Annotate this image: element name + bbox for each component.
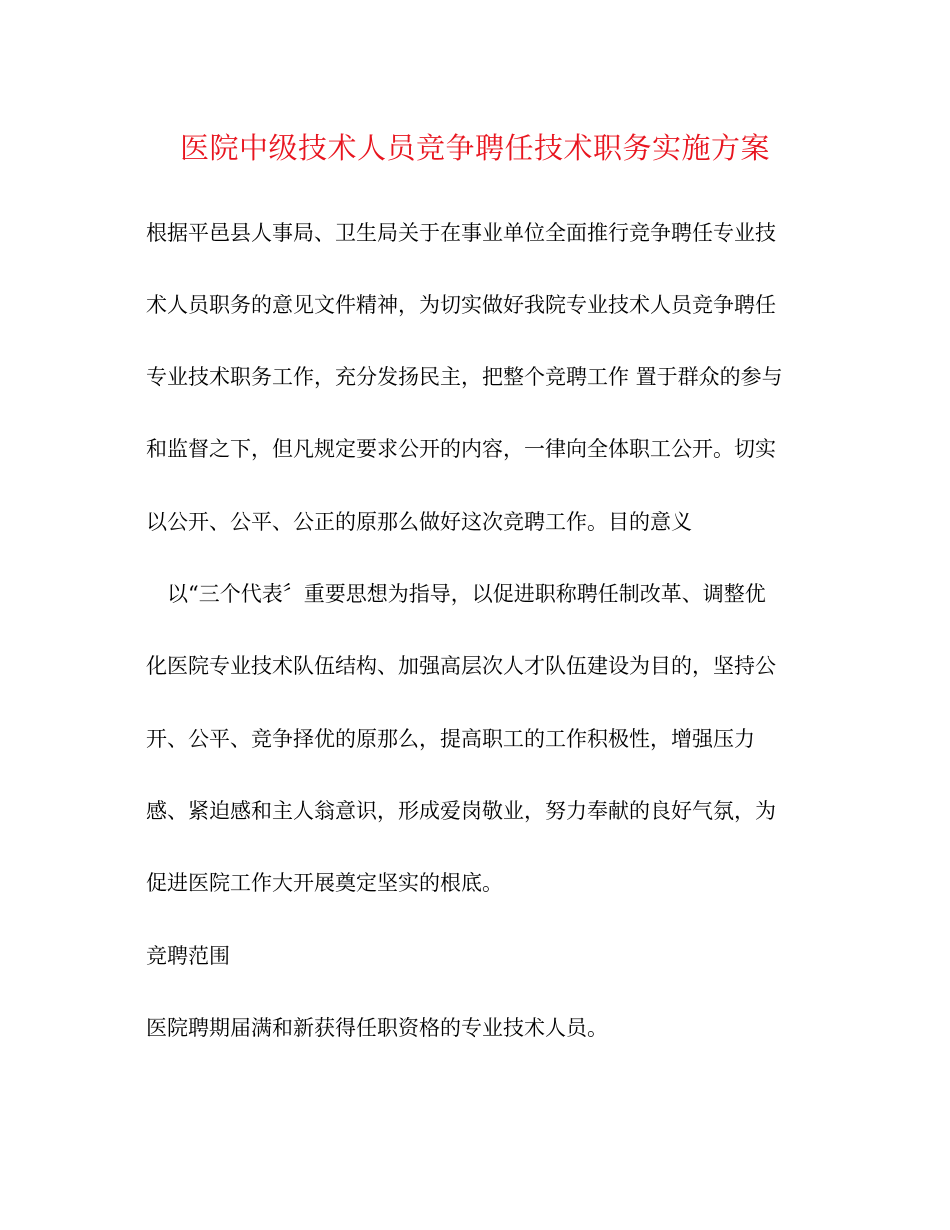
paragraph-line: 感、紧迫感和主人翁意识，形成爱岗敬业，努力奉献的良好气氛，为	[146, 799, 776, 823]
section-heading: 竞聘范围	[146, 944, 230, 968]
paragraph-line: 专业技术职务工作，充分发扬民主，把整个竞聘工作 置于群众的参与	[146, 365, 783, 389]
paragraph-line: 医院聘期届满和新获得任职资格的专业技术人员。	[146, 1016, 608, 1040]
paragraph-line: 促进医院工作大开展奠定坚实的根底。	[146, 871, 503, 895]
paragraph-line: 和监督之下，但凡规定要求公开的内容，一律向全体职工公开。切实	[146, 437, 776, 461]
paragraph-line: 化医院专业技术队伍结构、加强高层次人才队伍建设为目的，坚持公	[146, 654, 776, 678]
document-title: 医院中级技术人员竞争聘任技术职务实施方案	[179, 131, 770, 165]
paragraph-line: 开、公平、竞争择优的原那么，提高职工的工作积极性，增强压力	[146, 727, 755, 751]
paragraph-line: 以公开、公平、公正的原那么做好这次竞聘工作。目的意义	[146, 510, 692, 534]
paragraph-line: 以“三个代表〞重要思想为指导，以促进职称聘任制改革、调整优	[146, 582, 766, 606]
paragraph-line: 根据平邑县人事局、卫生局关于在事业单位全面推行竞争聘任专业技	[146, 221, 776, 245]
paragraph-line: 术人员职务的意见文件精神，为切实做好我院专业技术人员竞争聘任	[146, 293, 776, 317]
